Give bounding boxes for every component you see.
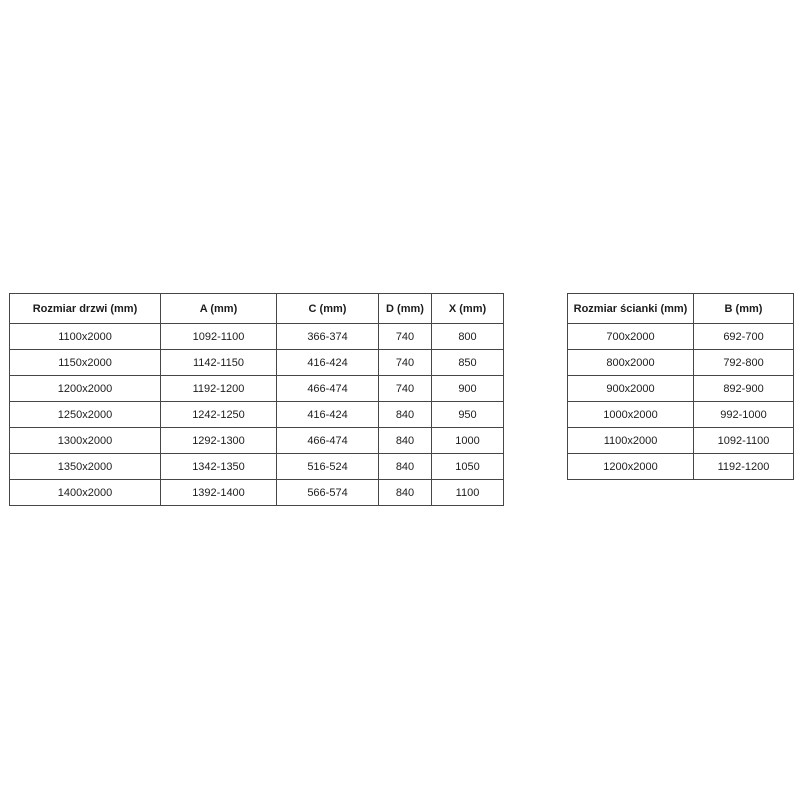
table-cell: 1300x2000: [10, 428, 161, 454]
table-cell: 1000x2000: [568, 402, 694, 428]
table-cell: 692-700: [694, 324, 794, 350]
table-row: [10, 480, 504, 506]
table-cell: 1200x2000: [10, 376, 161, 402]
table-cell: 1400x2000: [10, 480, 161, 506]
table-cell: 800: [432, 324, 504, 350]
table-cell: 1092-1100: [161, 324, 277, 350]
table-cell: 892-900: [694, 376, 794, 402]
table-row: [568, 324, 794, 350]
table-cell: 566-574: [277, 480, 379, 506]
table-row: [568, 402, 794, 428]
table-cell: 1150x2000: [10, 350, 161, 376]
table-row: [568, 428, 794, 454]
table-cell: 1000: [432, 428, 504, 454]
table-cell: 1392-1400: [161, 480, 277, 506]
header-row: [568, 294, 794, 324]
table-cell: 1250x2000: [10, 402, 161, 428]
table-cell: 840: [379, 454, 432, 480]
table-row: [10, 402, 504, 428]
table-row: [568, 350, 794, 376]
table-cell: 840: [379, 402, 432, 428]
table-cell: 700x2000: [568, 324, 694, 350]
column-header: D (mm): [379, 294, 432, 324]
table-cell: 1242-1250: [161, 402, 277, 428]
table-cell: 416-424: [277, 350, 379, 376]
table-cell: 1050: [432, 454, 504, 480]
table-cell: 366-374: [277, 324, 379, 350]
column-header: A (mm): [161, 294, 277, 324]
table-cell: 900: [432, 376, 504, 402]
table-row: [568, 454, 794, 480]
table-cell: 1350x2000: [10, 454, 161, 480]
table-cell: 1142-1150: [161, 350, 277, 376]
table-cell: 840: [379, 480, 432, 506]
table-cell: 950: [432, 402, 504, 428]
table-cell: 1192-1200: [161, 376, 277, 402]
table-row: [10, 350, 504, 376]
table-cell: 416-424: [277, 402, 379, 428]
table-cell: 840: [379, 428, 432, 454]
table-cell: 740: [379, 350, 432, 376]
wall-panel-sizes-table: [567, 293, 794, 480]
table-cell: 466-474: [277, 428, 379, 454]
table-cell: 1100x2000: [10, 324, 161, 350]
wall-panel-sizes-table-header: [568, 294, 794, 324]
table-cell: 1342-1350: [161, 454, 277, 480]
table-cell: 1100x2000: [568, 428, 694, 454]
table-row: [10, 376, 504, 402]
door-sizes-table-header: [10, 294, 504, 324]
table-cell: 740: [379, 324, 432, 350]
table-row: [10, 324, 504, 350]
door-sizes-table-body: [10, 324, 504, 506]
table-row: [10, 428, 504, 454]
table-cell: 1092-1100: [694, 428, 794, 454]
column-header: X (mm): [432, 294, 504, 324]
table-cell: 740: [379, 376, 432, 402]
header-row: [10, 294, 504, 324]
table-cell: 516-524: [277, 454, 379, 480]
column-header: B (mm): [694, 294, 794, 324]
wall-panel-sizes-table-body: [568, 324, 794, 480]
table-cell: 900x2000: [568, 376, 694, 402]
table-cell: 1192-1200: [694, 454, 794, 480]
column-header: Rozmiar ścianki (mm): [568, 294, 694, 324]
column-header: Rozmiar drzwi (mm): [10, 294, 161, 324]
table-row: [10, 454, 504, 480]
table-cell: 466-474: [277, 376, 379, 402]
table-row: [568, 376, 794, 402]
table-cell: 850: [432, 350, 504, 376]
table-cell: 992-1000: [694, 402, 794, 428]
table-cell: 1100: [432, 480, 504, 506]
table-cell: 800x2000: [568, 350, 694, 376]
column-header: C (mm): [277, 294, 379, 324]
door-sizes-table: [9, 293, 504, 506]
table-cell: 792-800: [694, 350, 794, 376]
table-cell: 1292-1300: [161, 428, 277, 454]
table-cell: 1200x2000: [568, 454, 694, 480]
